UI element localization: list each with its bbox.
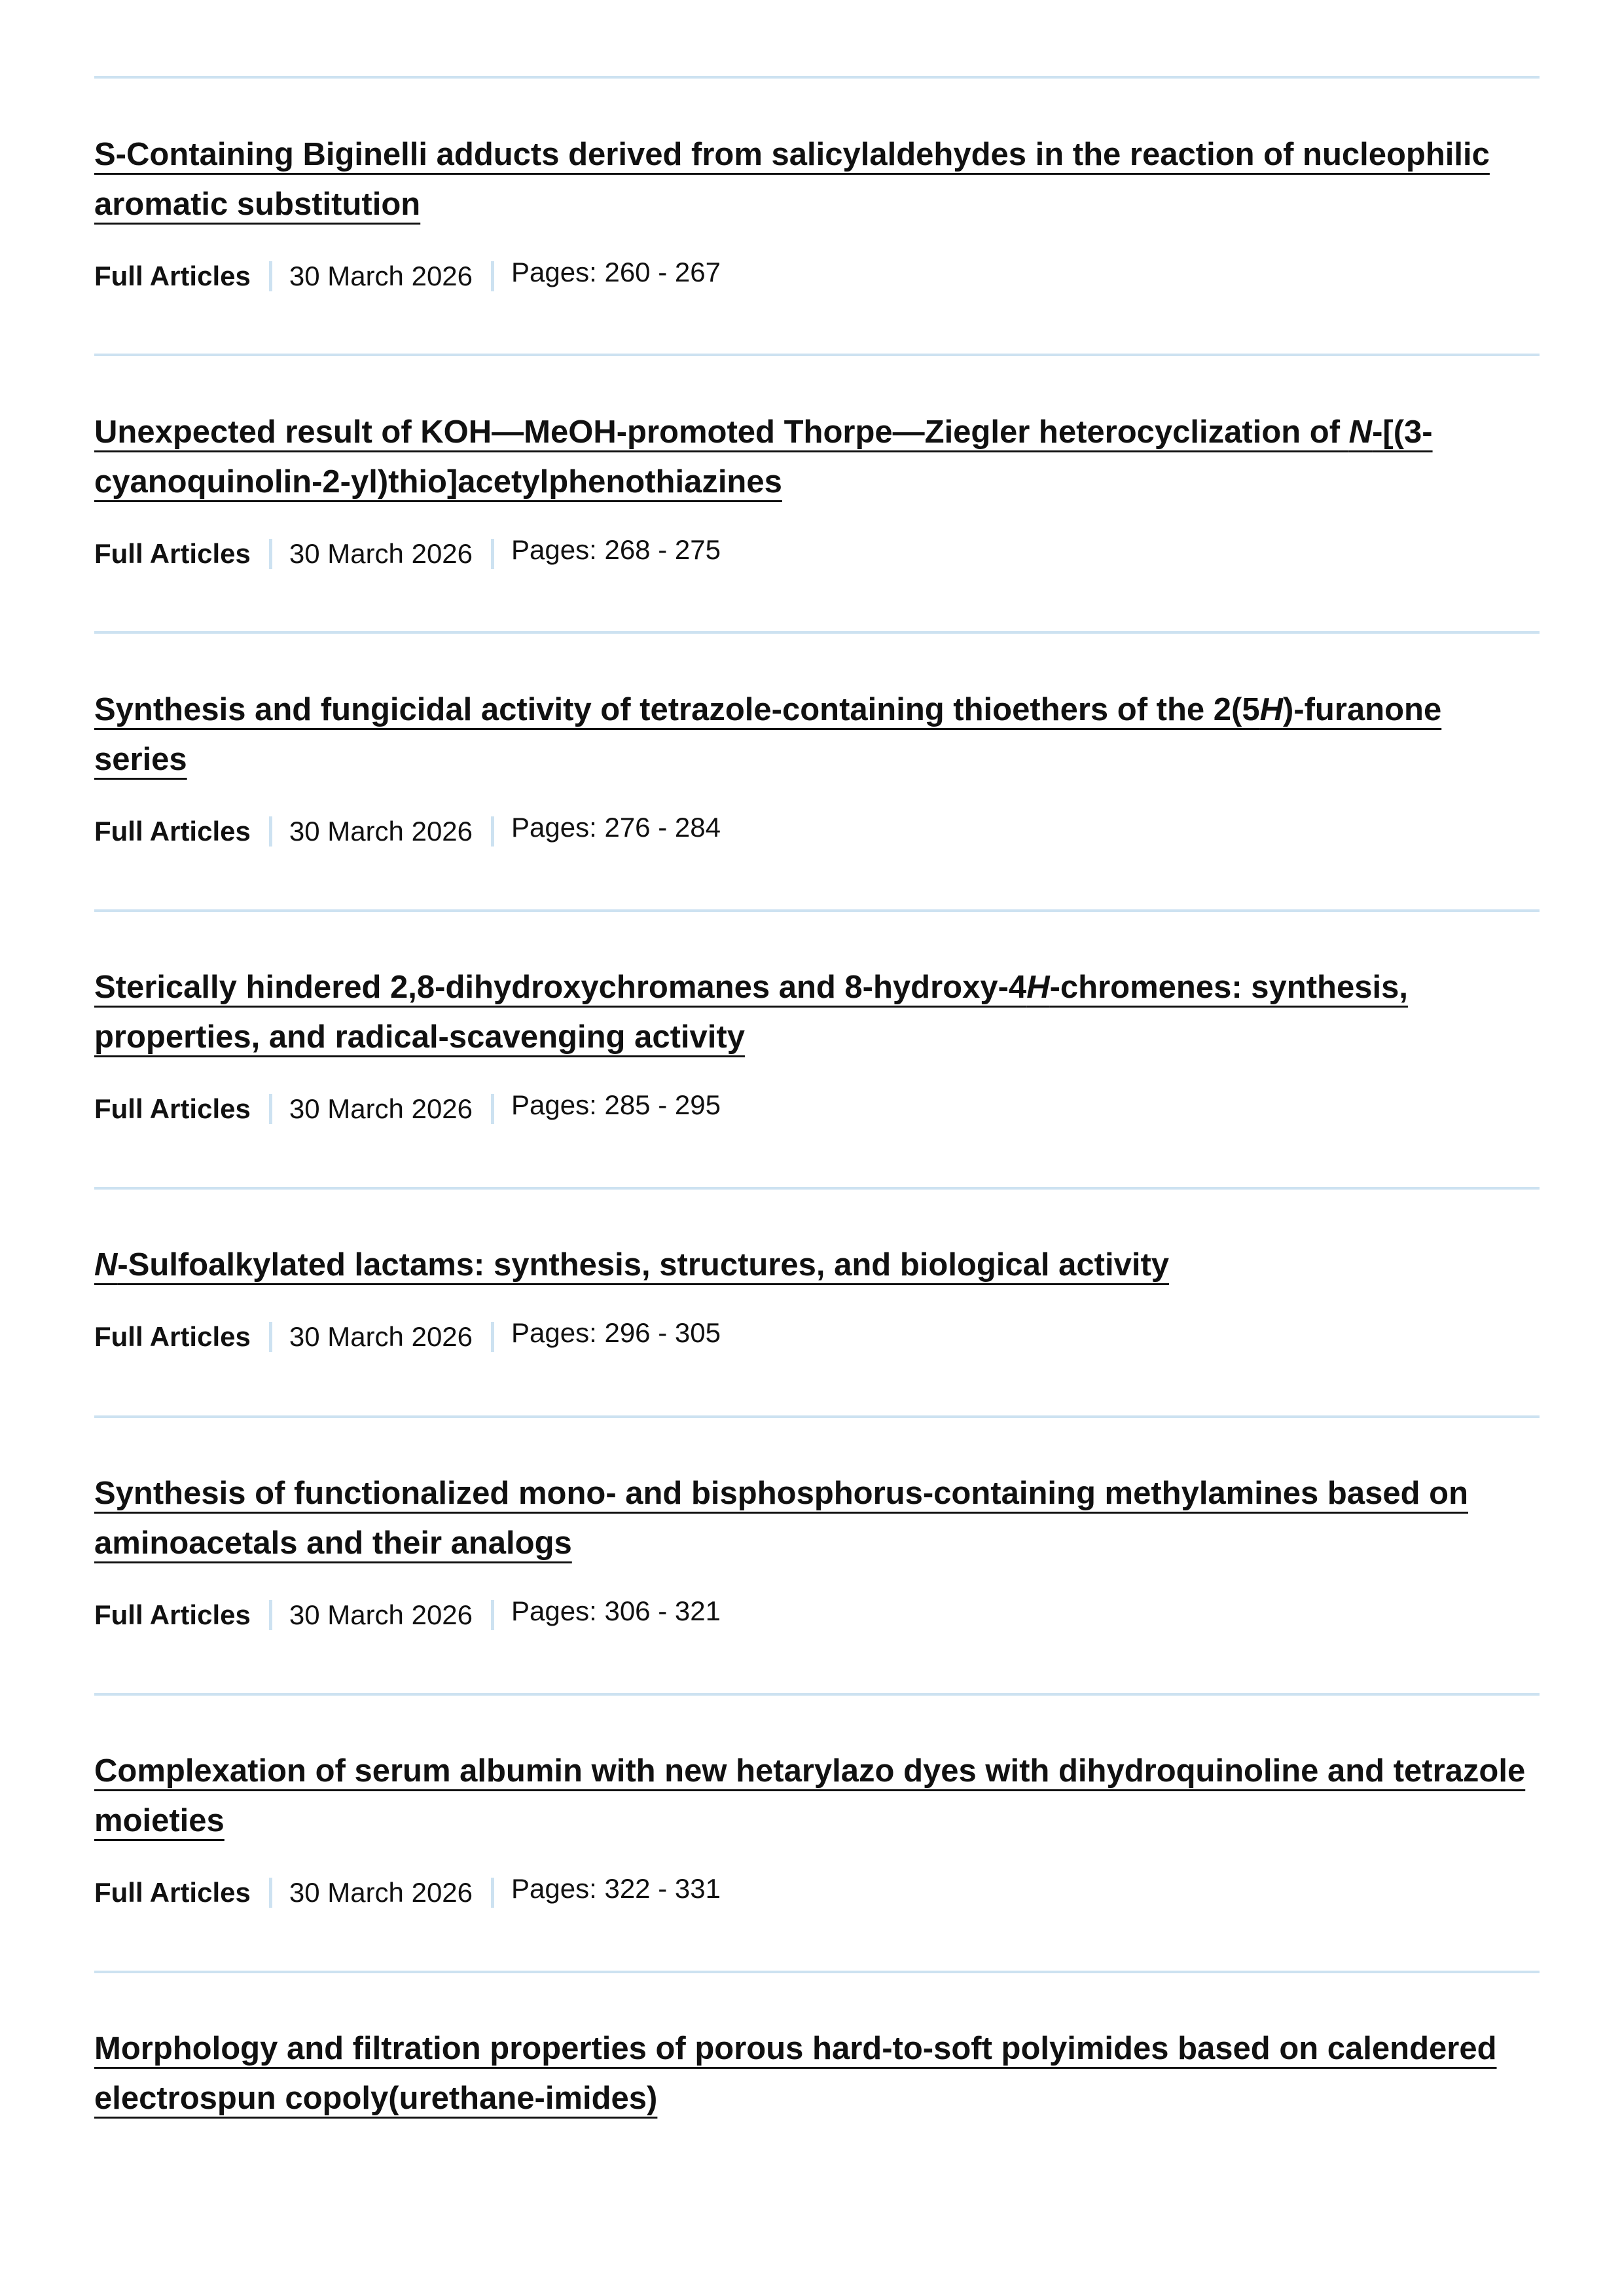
article-type[interactable]: Full Articles: [94, 261, 251, 291]
title-segment-italic: H: [1026, 970, 1050, 1005]
article-title-link[interactable]: [94, 962, 1540, 1062]
meta-separator: [269, 1322, 272, 1352]
article-item: [94, 1240, 1540, 1352]
divider: [94, 354, 1540, 356]
article-date: 30 March 2026: [289, 1321, 473, 1352]
article-title-link[interactable]: [94, 1240, 1540, 1290]
article-type[interactable]: Full Articles: [94, 1599, 251, 1630]
article-date: 30 March 2026: [289, 1877, 473, 1908]
article-title-link[interactable]: [94, 407, 1540, 507]
divider: [94, 1693, 1540, 1696]
article-title-link[interactable]: [94, 685, 1540, 784]
article-meta: [94, 534, 721, 570]
divider: [94, 1971, 1540, 1973]
article-date: 30 March 2026: [289, 261, 473, 291]
article-type[interactable]: Full Articles: [94, 1093, 251, 1124]
article-meta: [94, 812, 721, 847]
meta-separator: [269, 816, 272, 847]
article-title-link[interactable]: [94, 1468, 1540, 1568]
article-date: 30 March 2026: [289, 1093, 473, 1124]
article-meta: [94, 1595, 721, 1631]
article-title-text[interactable]: Complexation of serum albumin with new hetarylazo dyes with dihydroquinoline and tetrazole moieties: [94, 1753, 1526, 1838]
meta-separator: [491, 816, 494, 847]
meta-separator: [491, 1878, 494, 1908]
meta-separator: [491, 539, 494, 569]
article-item: [94, 685, 1540, 847]
title-segment: -chromenes: synthesis, properties, and radical-scavenging activity: [94, 970, 1408, 1055]
article-title-link[interactable]: [94, 1746, 1540, 1846]
article-type[interactable]: Full Articles: [94, 816, 251, 847]
article-title-text[interactable]: [94, 970, 1408, 1055]
article-pages: Pages: 260 - 267: [511, 257, 721, 287]
meta-separator: [269, 1878, 272, 1908]
title-segment: Sterically hindered 2,8-dihydroxychromanes and 8-hydroxy-4: [94, 970, 1027, 1005]
article-date: 30 March 2026: [289, 816, 473, 847]
divider: [94, 1187, 1540, 1190]
article-title-link[interactable]: [94, 2024, 1540, 2123]
article-meta: [94, 257, 721, 292]
meta-separator: [269, 539, 272, 569]
divider: [94, 631, 1540, 634]
article-meta: [94, 1317, 721, 1353]
article-pages: Pages: 296 - 305: [511, 1317, 721, 1348]
meta-separator: [491, 1094, 494, 1124]
article-meta: [94, 1089, 721, 1125]
article-title-text[interactable]: [94, 414, 1433, 500]
meta-separator: [491, 1322, 494, 1352]
article-pages: Pages: 285 - 295: [511, 1089, 721, 1120]
article-title-text[interactable]: [94, 1247, 1169, 1283]
article-title-text[interactable]: Synthesis of functionalized mono- and bisphosphorus-containing methylamines based on aminoacetals and their analogs: [94, 1476, 1469, 1561]
article-pages: Pages: 276 - 284: [511, 812, 721, 843]
article-item: [94, 130, 1540, 291]
article-type[interactable]: Full Articles: [94, 1877, 251, 1908]
title-segment: -Sulfoalkylated lactams: synthesis, structures, and biological activity: [117, 1247, 1170, 1283]
title-segment-italic: N: [94, 1247, 118, 1283]
article-type[interactable]: Full Articles: [94, 1321, 251, 1352]
article-item: [94, 1468, 1540, 1630]
article-pages: Pages: 322 - 331: [511, 1873, 721, 1904]
divider: [94, 909, 1540, 912]
title-segment-italic: N: [1348, 414, 1373, 450]
article-title-text[interactable]: [94, 692, 1441, 777]
title-segment: Synthesis and fungicidal activity of tetrazole-containing thioethers of the 2(5: [94, 692, 1260, 727]
meta-separator: [269, 1600, 272, 1630]
article-title-link[interactable]: [94, 130, 1540, 229]
article-date: 30 March 2026: [289, 1599, 473, 1630]
article-pages: Pages: 306 - 321: [511, 1595, 721, 1626]
meta-separator: [491, 1600, 494, 1630]
article-item: [94, 962, 1540, 1124]
article-title-text[interactable]: Morphology and filtration properties of porous hard-to-soft polyimides based on calendered electrospun copoly(urethane-imides): [94, 2031, 1497, 2116]
article-date: 30 March 2026: [289, 538, 473, 569]
article-title-text[interactable]: S-Containing Biginelli adducts derived from salicylaldehydes in the reaction of nucleophilic aromatic substitution: [94, 137, 1490, 222]
meta-separator: [491, 261, 494, 291]
meta-separator: [269, 261, 272, 291]
title-segment: -[(3-cyanoquinolin-2-yl)thio]acetylphenothiazines: [94, 414, 1433, 500]
title-segment: Unexpected result of KOH—MeOH-promoted Thorpe—Ziegler heterocyclization of: [94, 414, 1349, 450]
article-item: [94, 1746, 1540, 1908]
divider: [94, 1415, 1540, 1418]
article-pages: Pages: 268 - 275: [511, 534, 721, 565]
divider: [94, 76, 1540, 79]
article-type[interactable]: Full Articles: [94, 538, 251, 569]
meta-separator: [269, 1094, 272, 1124]
title-segment: )-furanone series: [94, 692, 1442, 777]
article-item: [94, 407, 1540, 569]
article-item: [94, 2024, 1540, 2123]
article-meta: [94, 1873, 721, 1908]
title-segment-italic: H: [1259, 692, 1283, 727]
